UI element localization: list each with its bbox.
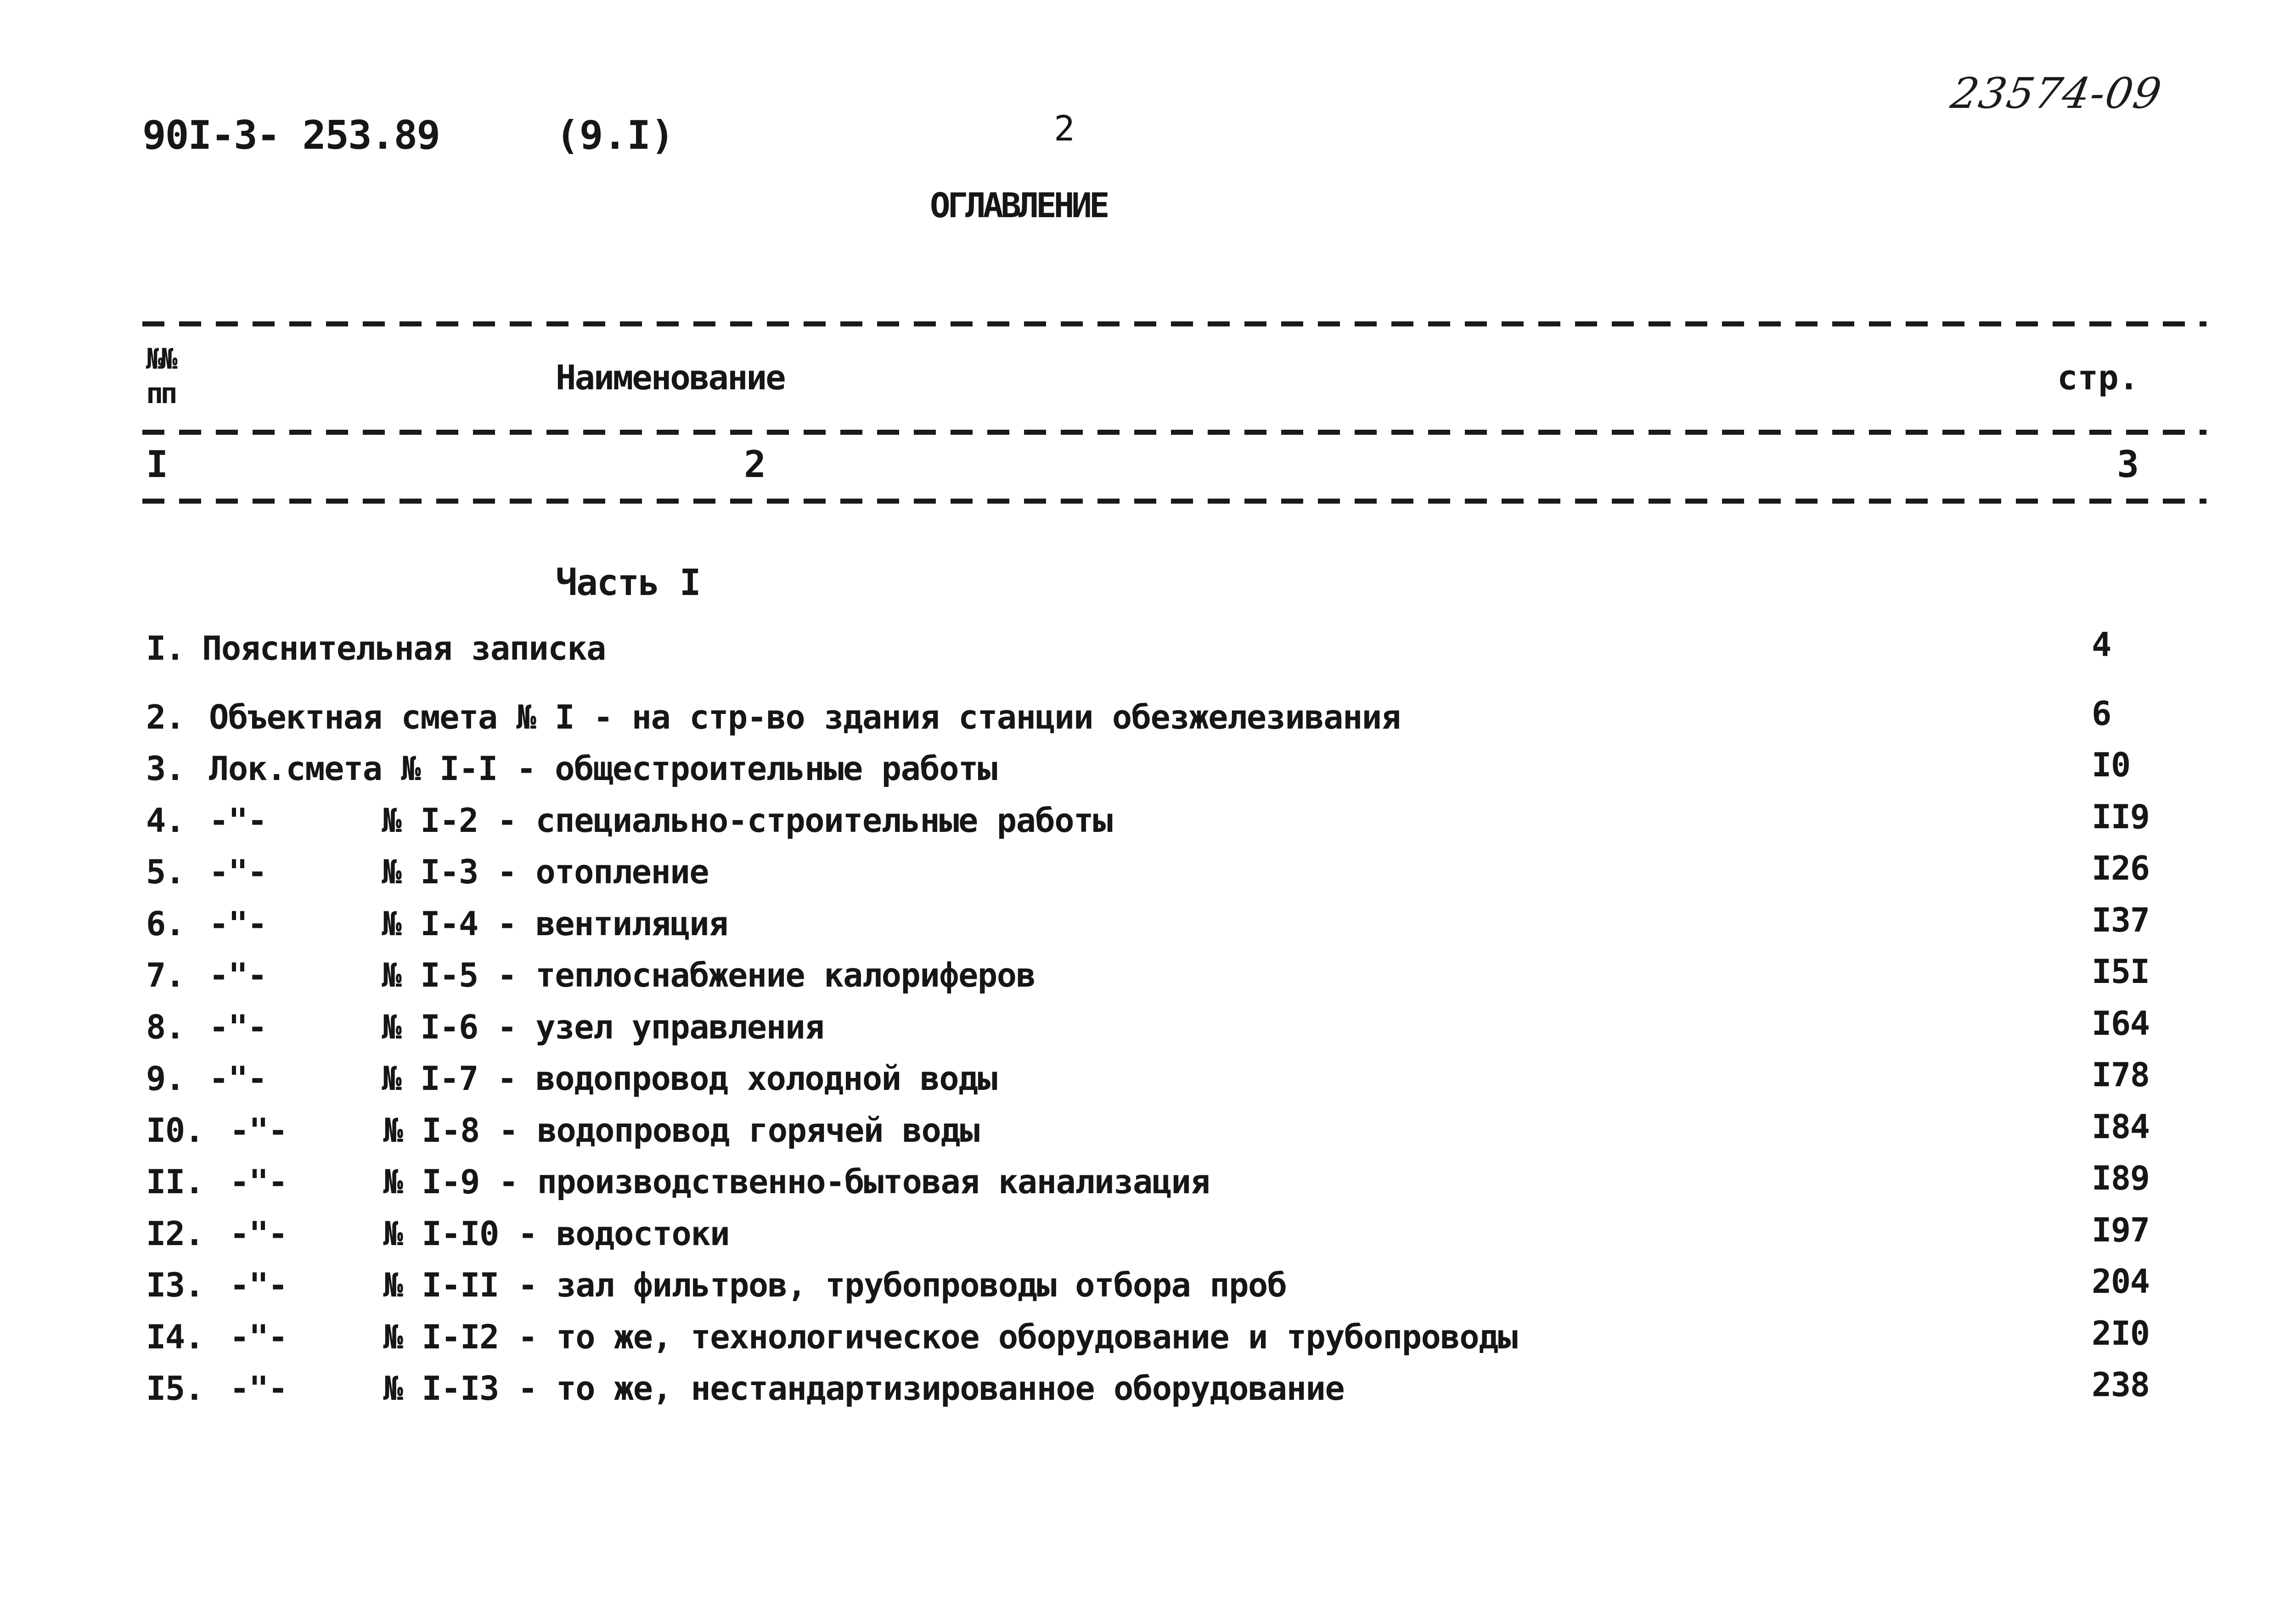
toc-entry-number: 2. [146, 698, 185, 736]
toc-entry-page: I5I [2092, 952, 2150, 991]
toc-entry-page: I78 [2092, 1055, 2150, 1094]
toc-entry-number: I5. [146, 1369, 204, 1408]
toc-entry-title: -"- № I-3 - отопление [209, 853, 709, 891]
toc-entry-title: -"- № I-2 - специально-строительные работы [209, 801, 1112, 840]
toc-entry-number: 6. [146, 904, 185, 943]
toc-entry [0, 952, 2296, 1007]
column-index-2: 2 [744, 443, 766, 486]
column-header-number-line2: пп [146, 376, 175, 410]
toc-entry-page: I89 [2092, 1159, 2150, 1197]
column-index-3: 3 [2117, 443, 2139, 486]
toc-entry [0, 901, 2296, 956]
toc-entry-title: -"- № I-6 - узел управления [209, 1008, 824, 1046]
toc-entry-title: -"- № I-I2 - то же, технологическое оборудование и трубопроводы [230, 1318, 1517, 1356]
toc-entry [0, 1314, 2296, 1369]
toc-entry [0, 746, 2296, 801]
toc-entry-number: I3. [146, 1266, 204, 1304]
toc-entry-title: Лок.смета № I-I - общестроительные работы [209, 749, 997, 788]
toc-entry-number: I0. [146, 1111, 204, 1150]
document-section: (9.I) [556, 112, 675, 158]
toc-entry [0, 625, 2296, 680]
toc-entry-number: 5. [146, 853, 185, 891]
toc-entry-number: 4. [146, 801, 185, 840]
toc-entry-page: 204 [2092, 1262, 2150, 1301]
toc-entry-page: I37 [2092, 901, 2150, 939]
toc-entry-page: II9 [2092, 797, 2150, 836]
toc-entry-title: -"- № I-I3 - то же, нестандартизированное оборудование [230, 1369, 1345, 1408]
toc-entry-number: 7. [146, 956, 185, 994]
toc-entry [0, 1055, 2296, 1111]
column-header-name: Наименование [556, 358, 785, 398]
toc-entry-title: -"- № I-I0 - водостоки [230, 1214, 730, 1253]
toc-entry-page: I26 [2092, 849, 2150, 887]
toc-entry-page: I84 [2092, 1107, 2150, 1146]
toc-entry [0, 1107, 2296, 1162]
toc-entry-title: -"- № I-9 - производственно-бытовая канализация [230, 1162, 1210, 1201]
toc-entry [0, 1004, 2296, 1059]
toc-entry-title: Объектная смета № I - на стр-во здания станции обезжелезивания [209, 698, 1401, 736]
toc-entry-page: I0 [2092, 746, 2130, 784]
dashed-divider-bottom [142, 499, 2206, 504]
document-code: 90I-3- 253.89 [142, 112, 440, 158]
toc-entry-number: 8. [146, 1008, 185, 1046]
column-header-number-line1: №№ [146, 342, 175, 376]
toc-entry-title: Пояснительная записка [202, 629, 606, 668]
column-index-1: I [146, 443, 169, 486]
toc-entry [0, 1211, 2296, 1266]
page-number: 2 [1054, 108, 1075, 149]
toc-entry-title: -"- № I-7 - водопровод холодной воды [209, 1059, 997, 1098]
toc-entry-page: I64 [2092, 1004, 2150, 1043]
toc-entry-page: 6 [2092, 694, 2111, 733]
toc-entry [0, 797, 2296, 853]
toc-entry-number: 9. [146, 1059, 185, 1098]
handwritten-archive-number: 23574-09 [1947, 69, 2166, 118]
toc-entry-page: 238 [2092, 1365, 2150, 1404]
toc-entry-number: 3. [146, 749, 185, 788]
toc-entry-title: -"- № I-8 - водопровод горячей воды [230, 1111, 979, 1150]
toc-entry-title: -"- № I-4 - вентиляция [209, 904, 728, 943]
toc-entry-number: I2. [146, 1214, 204, 1253]
toc-entry-number: I. [146, 629, 185, 668]
column-header-page: стр. [2057, 358, 2139, 398]
toc-entry-page: I97 [2092, 1211, 2150, 1249]
page-title: ОГЛАВЛЕНИЕ [930, 186, 1107, 225]
part-heading: Часть I [556, 562, 700, 604]
toc-entry-number: II. [146, 1162, 204, 1201]
toc-entry-page: 2I0 [2092, 1314, 2150, 1353]
toc-entry-number: I4. [146, 1318, 204, 1356]
toc-entry [0, 1262, 2296, 1317]
toc-entry-title: -"- № I-5 - теплоснабжение калориферов [209, 956, 1035, 994]
dashed-divider-middle [142, 430, 2206, 435]
toc-entry [0, 849, 2296, 904]
toc-entry [0, 694, 2296, 749]
toc-entry-page: 4 [2092, 625, 2111, 664]
toc-entry [0, 1159, 2296, 1214]
dashed-divider-top [142, 321, 2206, 326]
toc-entry-title: -"- № I-II - зал фильтров, трубопроводы отбора проб [230, 1266, 1287, 1304]
toc-entry [0, 1365, 2296, 1420]
